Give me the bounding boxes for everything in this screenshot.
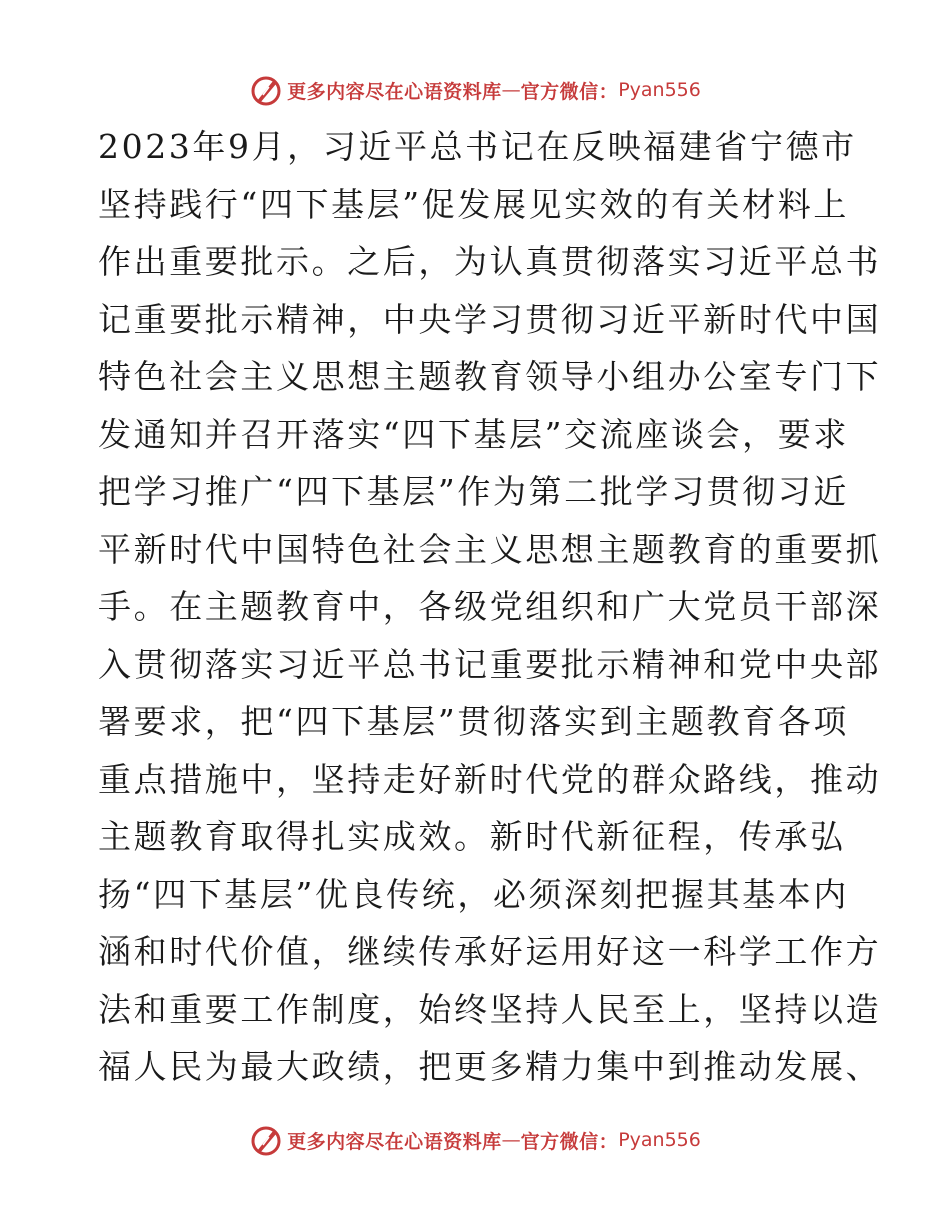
text-line: 手。在主题教育中，各级党组织和广大党员干部深: [98, 587, 882, 626]
text-line: 主题教育取得扎实成效。新时代新征程，传承弘: [98, 817, 846, 856]
text-line: 重点措施中，坚持走好新时代党的群众路线，推动: [98, 759, 882, 799]
banner-separator: —: [501, 1129, 521, 1151]
banner-text: 更多内容尽在心语资料库: [287, 80, 502, 103]
text-line: 特色社会主义思想主题教育领导小组办公室专门下: [98, 357, 882, 396]
header-banner: [0, 70, 950, 110]
text-line: 2023年9月，习近平总书记在反映福建省宁德市: [98, 127, 857, 166]
text-line: 平新时代中国特色社会主义思想主题教育的重要抓: [98, 529, 882, 569]
banner-account: Pyan556: [618, 79, 701, 101]
banner-separator: —: [501, 79, 521, 101]
banner-official-label: 官方微信：: [520, 1130, 619, 1153]
text-line: 福人民为最大政绩，把更多精力集中到推动发展、: [98, 1047, 882, 1086]
text-line: 坚持践行“四下基层”促发展见实效的有关材料上: [98, 184, 849, 224]
banner-official-label: 官方微信：: [520, 80, 619, 103]
text-line: 发通知并召开落实“四下基层”交流座谈会，要求: [98, 414, 849, 454]
footer-banner: [0, 1120, 950, 1160]
document-body: [98, 118, 882, 1096]
text-line: 作出重要批示。之后，为认真贯彻落实习近平总书: [98, 242, 882, 281]
text-line: 入贯彻落实习近平总书记重要批示精神和党中央部: [98, 644, 882, 684]
text-line: 把学习推广“四下基层”作为第二批学习贯彻习近: [98, 472, 849, 511]
text-line: 记重要批示精神，中央学习贯彻习近平新时代中国: [98, 299, 882, 339]
text-line: 扬“四下基层”优良传统，必须深刻把握其基本内: [98, 874, 849, 914]
text-line: 法和重要工作制度，始终坚持人民至上，坚持以造: [98, 989, 882, 1029]
banner-account: Pyan556: [618, 1129, 701, 1151]
banner-text: 更多内容尽在心语资料库: [287, 1130, 502, 1153]
text-line: 署要求，把“四下基层”贯彻落实到主题教育各项: [98, 702, 849, 741]
red-quill-logo-icon: [249, 73, 283, 107]
text-line: 涵和时代价值，继续传承好运用好这一科学工作方: [98, 932, 882, 971]
red-quill-logo-icon: [249, 1123, 283, 1157]
